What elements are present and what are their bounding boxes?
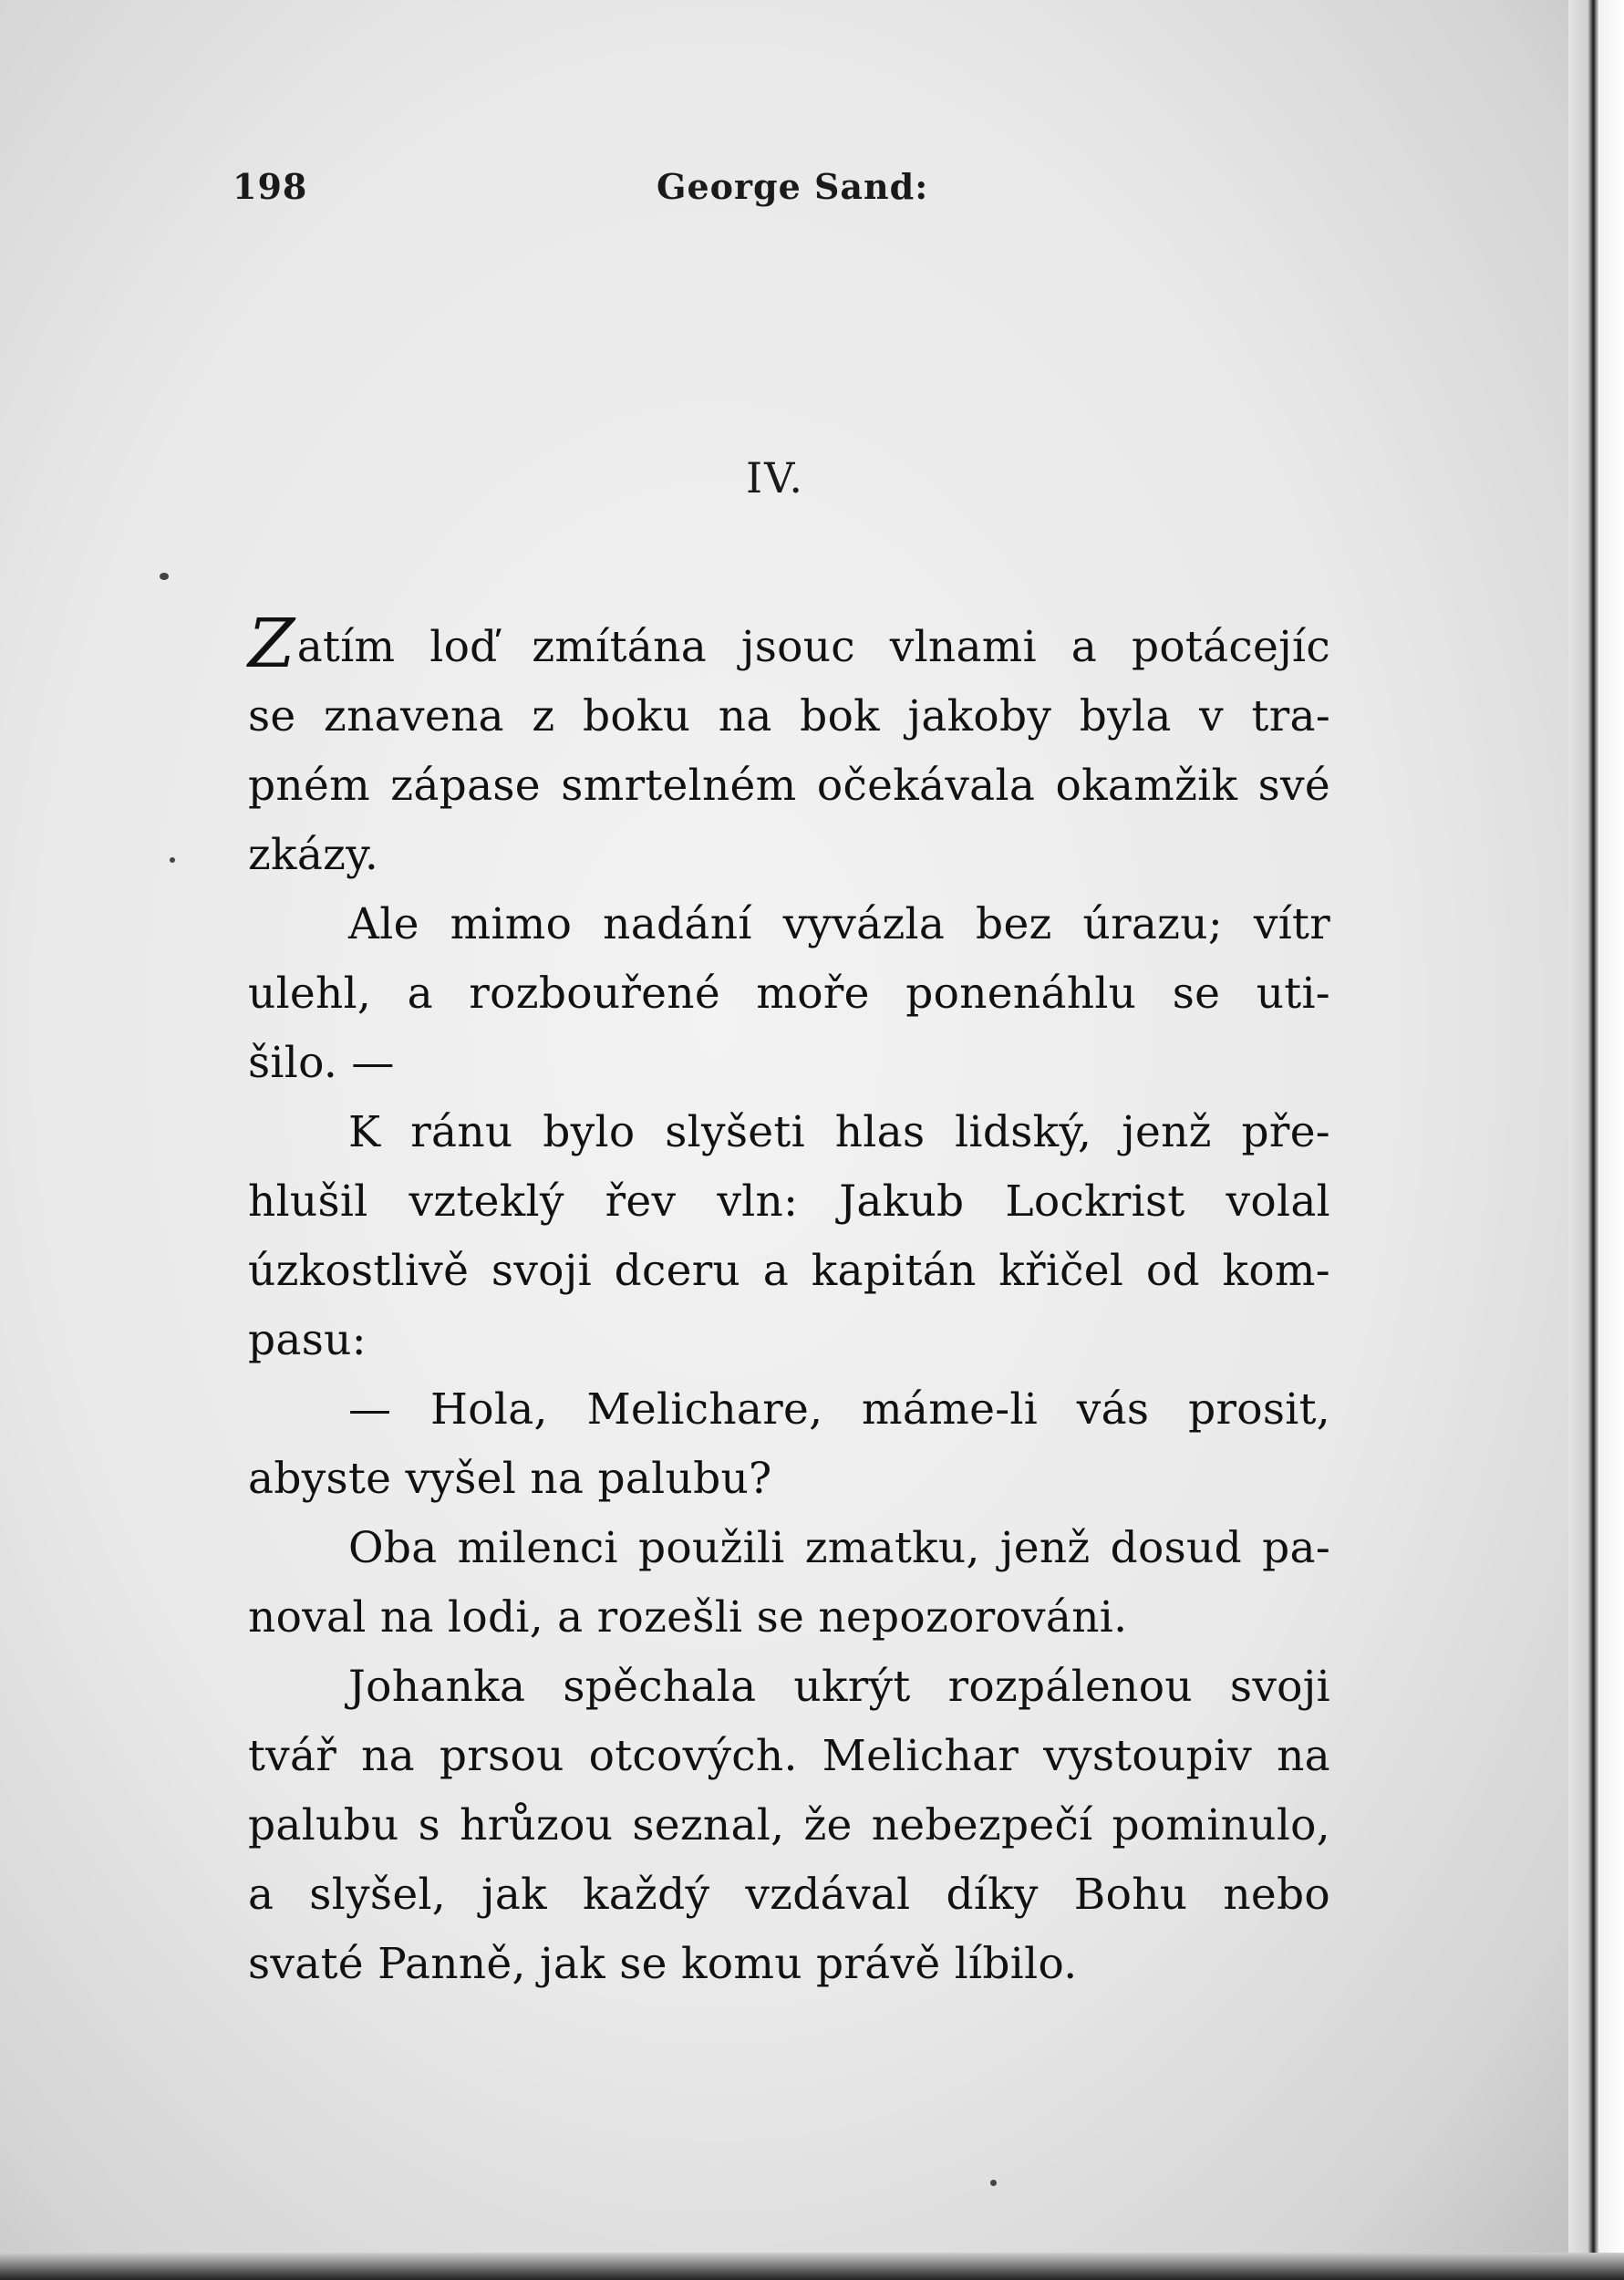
text-line-content: zkázy. xyxy=(248,830,379,880)
text-line xyxy=(248,1791,1330,1860)
text-line xyxy=(248,682,1330,751)
body-text xyxy=(248,605,1330,1999)
text-line xyxy=(248,959,1330,1029)
paper-speck xyxy=(990,2180,997,2186)
text-line-content: úzkostlivě svoji dceru a kapitán křičel od kom- xyxy=(248,1246,1330,1296)
initial-letter: Z xyxy=(248,605,295,683)
text-line-content: šilo. — xyxy=(248,1038,395,1088)
text-line-content: Johanka spěchala ukrýt rozpálenou svoji xyxy=(348,1662,1330,1712)
page-number: 198 xyxy=(233,166,308,207)
running-title: George Sand: xyxy=(657,166,929,207)
text-line xyxy=(248,1098,1330,1167)
text-line xyxy=(248,751,1330,821)
text-line-content: atím loď zmítána jsouc vlnami a potácejíc xyxy=(296,622,1330,672)
text-line xyxy=(248,605,1330,683)
text-line xyxy=(248,1722,1330,1791)
text-line xyxy=(248,1583,1330,1653)
text-line-content: svaté Panně, jak se komu právě líbilo. xyxy=(248,1939,1078,1989)
text-line xyxy=(248,1514,1330,1583)
text-line xyxy=(248,821,1330,890)
chapter-heading: IV. xyxy=(746,453,804,503)
text-line xyxy=(248,1930,1330,1999)
text-line xyxy=(248,1375,1330,1445)
text-line-content: hlušil vzteklý řev vln: Jakub Lockrist volal xyxy=(248,1176,1330,1227)
text-line-content: noval na lodi, a rozešli se nepozorováni. xyxy=(248,1592,1128,1643)
text-line-content: tvář na prsou otcových. Melichar vystoupiv na xyxy=(248,1731,1330,1781)
text-line xyxy=(248,1306,1330,1375)
text-line-content: pasu: xyxy=(248,1315,367,1365)
text-line xyxy=(248,1029,1330,1098)
text-line-content: K ránu bylo slyšeti hlas lidský, jenž pře- xyxy=(348,1107,1330,1157)
text-line xyxy=(248,1860,1330,1930)
text-line-content: a slyšel, jak každý vzdával díky Bohu nebo xyxy=(248,1870,1330,1920)
text-line-content: ulehl, a rozbouřené moře ponenáhlu se uti- xyxy=(248,969,1330,1019)
text-line-content: palubu s hrůzou seznal, že nebezpečí pominulo, xyxy=(248,1800,1330,1850)
text-line-content: abyste vyšel na palubu? xyxy=(248,1454,772,1504)
text-line xyxy=(248,1167,1330,1237)
page-edge-shadow xyxy=(1568,0,1624,2280)
text-line xyxy=(248,1653,1330,1722)
text-line-content: se znavena z boku na bok jakoby byla v tra- xyxy=(248,691,1330,741)
text-line xyxy=(248,1445,1330,1514)
text-line-content: — Hola, Melichare, máme-li vás prosit, xyxy=(348,1384,1330,1435)
text-line-content: pném zápase smrtelném očekávala okamžik své xyxy=(248,761,1330,811)
paper-speck xyxy=(160,573,169,580)
text-line xyxy=(248,890,1330,959)
text-line-content: Ale mimo nadání vyvázla bez úrazu; vítr xyxy=(348,899,1330,949)
text-line-content: Oba milenci použili zmatku, jenž dosud pa- xyxy=(348,1523,1330,1573)
text-line xyxy=(248,1237,1330,1306)
paper-speck xyxy=(170,857,175,863)
page-bottom-shadow xyxy=(0,2253,1624,2280)
